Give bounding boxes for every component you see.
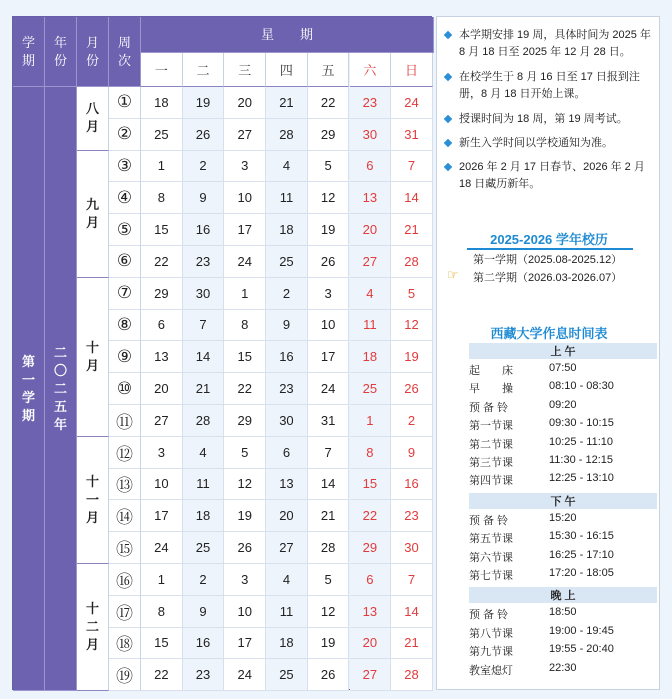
day-cell: 29 <box>224 405 266 437</box>
day-cell: 26 <box>308 659 350 691</box>
vertical-char: 二 <box>85 619 99 635</box>
day-cell: 26 <box>224 532 266 564</box>
day-cell: 18 <box>266 628 308 660</box>
day-cell: 27 <box>224 119 266 151</box>
vertical-char: 次 <box>117 52 131 68</box>
vertical-char: 周 <box>117 34 131 50</box>
schedule-time: 15:20 <box>549 511 577 524</box>
day-cell: 13 <box>350 596 392 628</box>
day-cell: 3 <box>224 151 266 183</box>
day-cell: 5 <box>391 278 433 310</box>
day-cell: 21 <box>391 628 433 660</box>
note-text: 本学期安排 19 周，具体时间为 2025 年 8 月 18 日至 2025 年 12 月 28 日。 <box>459 29 651 58</box>
week-number: ⑫ <box>109 437 141 469</box>
pointing-hand-icon: ☞ <box>447 267 459 282</box>
schedule-row <box>469 397 657 415</box>
header-week <box>109 17 141 87</box>
schedule-label: 第四节课 <box>469 475 513 488</box>
week-number: ② <box>109 119 141 151</box>
day-cell: 4 <box>183 437 225 469</box>
day-cell: 3 <box>141 437 183 469</box>
day-cell: 29 <box>141 278 183 310</box>
day-cell: 21 <box>266 87 308 119</box>
day-cell: 28 <box>391 246 433 278</box>
day-cell: 20 <box>350 628 392 660</box>
day-cell: 12 <box>308 596 350 628</box>
day-cell: 14 <box>391 182 433 214</box>
schedule-row <box>469 604 657 622</box>
schedule-label: 第九节课 <box>469 646 513 659</box>
vertical-char: 九 <box>85 196 99 212</box>
schedule-label: 预 备 铃 <box>469 609 509 622</box>
day-cell: 3 <box>308 278 350 310</box>
day-cell: 27 <box>141 405 183 437</box>
day-cell: 1 <box>141 151 183 183</box>
day-cell: 10 <box>224 596 266 628</box>
month-label <box>77 564 109 691</box>
day-cell: 10 <box>224 182 266 214</box>
schedule-label: 预 备 铃 <box>469 401 509 414</box>
day-cell: 24 <box>308 373 350 405</box>
day-cell: 23 <box>391 500 433 532</box>
vertical-char: 八 <box>85 101 99 117</box>
note-item <box>445 111 657 128</box>
note-text: 授课时间为 18 周，第 19 周考试。 <box>459 113 628 125</box>
day-cell: 2 <box>183 151 225 183</box>
day-cell: 23 <box>183 246 225 278</box>
day-cell: 2 <box>183 564 225 596</box>
day-cell: 19 <box>224 500 266 532</box>
day-cell: 23 <box>350 87 392 119</box>
note-item <box>445 159 657 193</box>
schedule-time: 19:00 - 19:45 <box>549 624 614 637</box>
schedule-label: 第七节课 <box>469 570 513 582</box>
day-cell: 3 <box>224 564 266 596</box>
day-cell: 1 <box>224 278 266 310</box>
day-cell: 23 <box>266 373 308 405</box>
vertical-char: 五 <box>53 398 67 414</box>
month-label <box>77 87 109 151</box>
schedule-row <box>469 660 657 678</box>
vertical-char: 期 <box>21 407 35 423</box>
schedule-label: 早 操 <box>469 383 513 396</box>
day-cell: 25 <box>183 532 225 564</box>
vertical-char: 十 <box>85 601 99 617</box>
week-number: ⑯ <box>109 564 141 596</box>
vertical-char: 期 <box>21 52 35 68</box>
day-cell: 8 <box>350 437 392 469</box>
week-number: ⑬ <box>109 469 141 501</box>
header-year <box>45 17 77 87</box>
day-cell: 16 <box>266 341 308 373</box>
week-number: ⑧ <box>109 310 141 342</box>
vertical-char: 第 <box>21 353 35 369</box>
day-cell: 19 <box>183 87 225 119</box>
diamond-bullet-icon <box>444 73 452 81</box>
vertical-char: 一 <box>21 371 35 387</box>
vertical-char: 二 <box>53 344 67 360</box>
day-cell: 9 <box>391 437 433 469</box>
vertical-char: 份 <box>85 52 99 68</box>
day-cell: 16 <box>183 628 225 660</box>
schedule-row <box>469 470 657 488</box>
schedule-title: 西藏大学作息时间表 <box>490 326 608 341</box>
day-cell: 11 <box>183 469 225 501</box>
day-cell: 1 <box>350 405 392 437</box>
day-cell: 1 <box>141 564 183 596</box>
header-day: 五 <box>308 53 350 87</box>
schedule-label: 第一节课 <box>469 420 513 433</box>
vertical-char: 二 <box>53 380 67 396</box>
schedule-label: 第二节课 <box>469 438 513 451</box>
schedule-row <box>469 528 657 546</box>
day-cell: 10 <box>308 310 350 342</box>
day-cell: 7 <box>391 564 433 596</box>
day-cell: 24 <box>391 87 433 119</box>
schedule-row <box>469 360 657 378</box>
day-cell: 12 <box>308 182 350 214</box>
week-number: ① <box>109 87 141 119</box>
day-cell: 5 <box>224 437 266 469</box>
schedule-row <box>469 415 657 433</box>
schedule-time: 17:20 - 18:05 <box>549 567 614 579</box>
day-cell: 7 <box>308 437 350 469</box>
day-cell: 12 <box>224 469 266 501</box>
day-cell: 31 <box>391 119 433 151</box>
day-cell: 17 <box>141 500 183 532</box>
week-number: ③ <box>109 151 141 183</box>
day-cell: 8 <box>141 596 183 628</box>
schedule-section-header: 上 午 <box>469 343 657 359</box>
schedule-time: 19:55 - 20:40 <box>549 643 614 656</box>
day-cell: 22 <box>350 500 392 532</box>
header-month <box>77 17 109 87</box>
week-number: ⑤ <box>109 214 141 246</box>
day-cell: 13 <box>266 469 308 501</box>
vertical-char: 十 <box>85 339 99 355</box>
header-day: 六 <box>350 53 392 87</box>
day-cell: 15 <box>224 341 266 373</box>
day-cell: 28 <box>391 659 433 691</box>
day-cell: 28 <box>183 405 225 437</box>
calendar-title: 2025-2026 学年校历 <box>490 232 608 247</box>
day-cell: 20 <box>141 373 183 405</box>
day-cell: 7 <box>391 151 433 183</box>
day-cell: 24 <box>141 532 183 564</box>
day-cell: 18 <box>141 87 183 119</box>
schedule-row <box>469 434 657 452</box>
week-number: ⑥ <box>109 246 141 278</box>
day-cell: 21 <box>391 214 433 246</box>
year-label <box>45 87 77 691</box>
semester-first: 第一学期（2025.08-2025.12） <box>473 254 623 266</box>
vertical-char: 月 <box>85 214 99 230</box>
semester-label <box>13 87 45 691</box>
day-cell: 27 <box>350 246 392 278</box>
day-cell: 22 <box>141 246 183 278</box>
day-cell: 25 <box>266 246 308 278</box>
day-cell: 11 <box>266 182 308 214</box>
vertical-char: 〇 <box>53 362 67 378</box>
header-day: 二 <box>183 53 225 87</box>
day-cell: 2 <box>391 405 433 437</box>
note-text: 在校学生于 8 月 16 日至 17 日报到注册，8 月 18 日开始上课。 <box>459 71 640 100</box>
header-day: 日 <box>391 53 433 87</box>
vertical-char: 年 <box>53 34 67 50</box>
day-cell: 21 <box>183 373 225 405</box>
schedule-row <box>469 565 657 583</box>
schedule-row <box>469 452 657 470</box>
day-cell: 13 <box>141 341 183 373</box>
schedule-time: 09:30 - 10:15 <box>549 417 614 430</box>
schedule-label: 预 备 铃 <box>469 514 509 527</box>
day-cell: 28 <box>266 119 308 151</box>
schedule-label: 第八节课 <box>469 627 513 640</box>
week-number: ⑰ <box>109 596 141 628</box>
schedule-label: 第三节课 <box>469 457 513 469</box>
day-cell: 30 <box>391 532 433 564</box>
day-cell: 14 <box>308 469 350 501</box>
schedule-time: 08:10 - 08:30 <box>549 380 614 393</box>
schedule-section-header: 下 午 <box>469 493 657 509</box>
diamond-bullet-icon <box>444 31 452 39</box>
day-cell: 4 <box>266 564 308 596</box>
day-cell: 21 <box>308 500 350 532</box>
note-item <box>445 69 657 103</box>
day-cell: 6 <box>141 310 183 342</box>
schedule-row <box>469 378 657 396</box>
schedule-label: 第六节课 <box>469 551 513 564</box>
week-number: ④ <box>109 182 141 214</box>
note-item <box>445 135 657 152</box>
month-label <box>77 151 109 278</box>
schedule-time: 10:25 - 11:10 <box>549 435 614 448</box>
header-weekday-title: 星 期 <box>141 17 434 53</box>
week-number: ⑮ <box>109 532 141 564</box>
day-cell: 15 <box>350 469 392 501</box>
week-number: ⑦ <box>109 278 141 310</box>
day-cell: 25 <box>266 659 308 691</box>
day-cell: 26 <box>308 246 350 278</box>
vertical-char: 一 <box>85 491 99 507</box>
day-cell: 22 <box>141 659 183 691</box>
title-rule <box>467 248 633 250</box>
vertical-char: 年 <box>53 416 67 432</box>
schedule-time: 18:50 <box>549 606 577 619</box>
header-day: 三 <box>224 53 266 87</box>
header-semester <box>13 17 45 87</box>
header-day: 四 <box>266 53 308 87</box>
vertical-char: 学 <box>21 34 35 50</box>
day-cell: 23 <box>183 659 225 691</box>
day-cell: 20 <box>350 214 392 246</box>
schedule-label: 教室熄灯 <box>469 664 513 677</box>
note-text: 新生入学时间以学校通知为准。 <box>459 137 613 149</box>
schedule-time: 07:50 <box>549 362 577 374</box>
week-number: ⑨ <box>109 341 141 373</box>
month-label <box>77 278 109 437</box>
day-cell: 5 <box>308 564 350 596</box>
schedule-time: 12:25 - 13:10 <box>549 472 614 485</box>
schedule-section-header: 晚 上 <box>469 587 657 603</box>
schedule-row <box>469 641 657 659</box>
day-cell: 7 <box>183 310 225 342</box>
schedule-row <box>469 510 657 528</box>
day-cell: 11 <box>266 596 308 628</box>
day-cell: 29 <box>308 119 350 151</box>
day-cell: 17 <box>308 341 350 373</box>
vertical-char: 份 <box>53 52 67 68</box>
day-cell: 28 <box>308 532 350 564</box>
day-cell: 8 <box>141 182 183 214</box>
day-cell: 15 <box>141 214 183 246</box>
vertical-char: 月 <box>85 119 99 135</box>
schedule-time: 11:30 - 12:15 <box>549 454 614 466</box>
calendar-table <box>12 16 432 690</box>
day-cell: 27 <box>266 532 308 564</box>
schedule-label: 起 床 <box>469 365 513 377</box>
day-cell: 6 <box>350 151 392 183</box>
day-cell: 14 <box>391 596 433 628</box>
day-cell: 19 <box>308 214 350 246</box>
day-cell: 26 <box>183 119 225 151</box>
day-cell: 14 <box>183 341 225 373</box>
day-cell: 9 <box>183 596 225 628</box>
day-cell: 20 <box>224 87 266 119</box>
day-cell: 31 <box>308 405 350 437</box>
note-item <box>445 27 657 61</box>
diamond-bullet-icon <box>444 139 452 147</box>
day-cell: 19 <box>308 628 350 660</box>
week-number: ⑲ <box>109 659 141 691</box>
day-cell: 16 <box>183 214 225 246</box>
day-cell: 17 <box>224 214 266 246</box>
day-cell: 24 <box>224 659 266 691</box>
schedule-time: 09:20 <box>549 398 577 411</box>
vertical-char: 月 <box>85 509 99 525</box>
week-number: ⑱ <box>109 628 141 660</box>
day-cell: 10 <box>141 469 183 501</box>
diamond-bullet-icon <box>444 115 452 123</box>
day-cell: 18 <box>266 214 308 246</box>
day-cell: 9 <box>183 182 225 214</box>
day-cell: 19 <box>391 341 433 373</box>
day-cell: 11 <box>350 310 392 342</box>
vertical-char: 月 <box>85 357 99 373</box>
day-cell: 27 <box>350 659 392 691</box>
day-cell: 4 <box>266 151 308 183</box>
day-cell: 18 <box>183 500 225 532</box>
diamond-bullet-icon <box>444 163 452 171</box>
day-cell: 25 <box>141 119 183 151</box>
schedule-row <box>469 623 657 641</box>
vertical-char: 十 <box>85 473 99 489</box>
day-cell: 6 <box>350 564 392 596</box>
day-cell: 17 <box>224 628 266 660</box>
schedule-label: 第五节课 <box>469 533 513 546</box>
day-cell: 16 <box>391 469 433 501</box>
day-cell: 22 <box>308 87 350 119</box>
day-cell: 4 <box>350 278 392 310</box>
day-cell: 15 <box>141 628 183 660</box>
day-cell: 2 <box>266 278 308 310</box>
day-cell: 20 <box>266 500 308 532</box>
schedule-time: 15:30 - 16:15 <box>549 530 614 543</box>
vertical-char: 学 <box>21 389 35 405</box>
day-cell: 30 <box>350 119 392 151</box>
vertical-char: 月 <box>85 34 99 50</box>
day-cell: 25 <box>350 373 392 405</box>
vertical-char: 月 <box>85 637 99 653</box>
day-cell: 29 <box>350 532 392 564</box>
day-cell: 8 <box>224 310 266 342</box>
info-panel <box>436 16 660 690</box>
day-cell: 22 <box>224 373 266 405</box>
day-cell: 26 <box>391 373 433 405</box>
day-cell: 24 <box>224 246 266 278</box>
month-label <box>77 437 109 564</box>
day-cell: 9 <box>266 310 308 342</box>
schedule-row <box>469 547 657 565</box>
day-cell: 30 <box>266 405 308 437</box>
day-cell: 30 <box>183 278 225 310</box>
week-number: ⑪ <box>109 405 141 437</box>
day-cell: 18 <box>350 341 392 373</box>
schedule-time: 22:30 <box>549 661 577 674</box>
schedule-time: 16:25 - 17:10 <box>549 548 614 561</box>
week-number: ⑭ <box>109 500 141 532</box>
day-cell: 6 <box>266 437 308 469</box>
semester-second: 第二学期（2026.03-2026.07） <box>473 272 623 284</box>
header-day: 一 <box>141 53 183 87</box>
day-cell: 12 <box>391 310 433 342</box>
week-number: ⑩ <box>109 373 141 405</box>
day-cell: 5 <box>308 151 350 183</box>
note-text: 2026 年 2 月 17 日春节、2026 年 2 月 18 日藏历新年。 <box>459 161 645 190</box>
day-cell: 13 <box>350 182 392 214</box>
